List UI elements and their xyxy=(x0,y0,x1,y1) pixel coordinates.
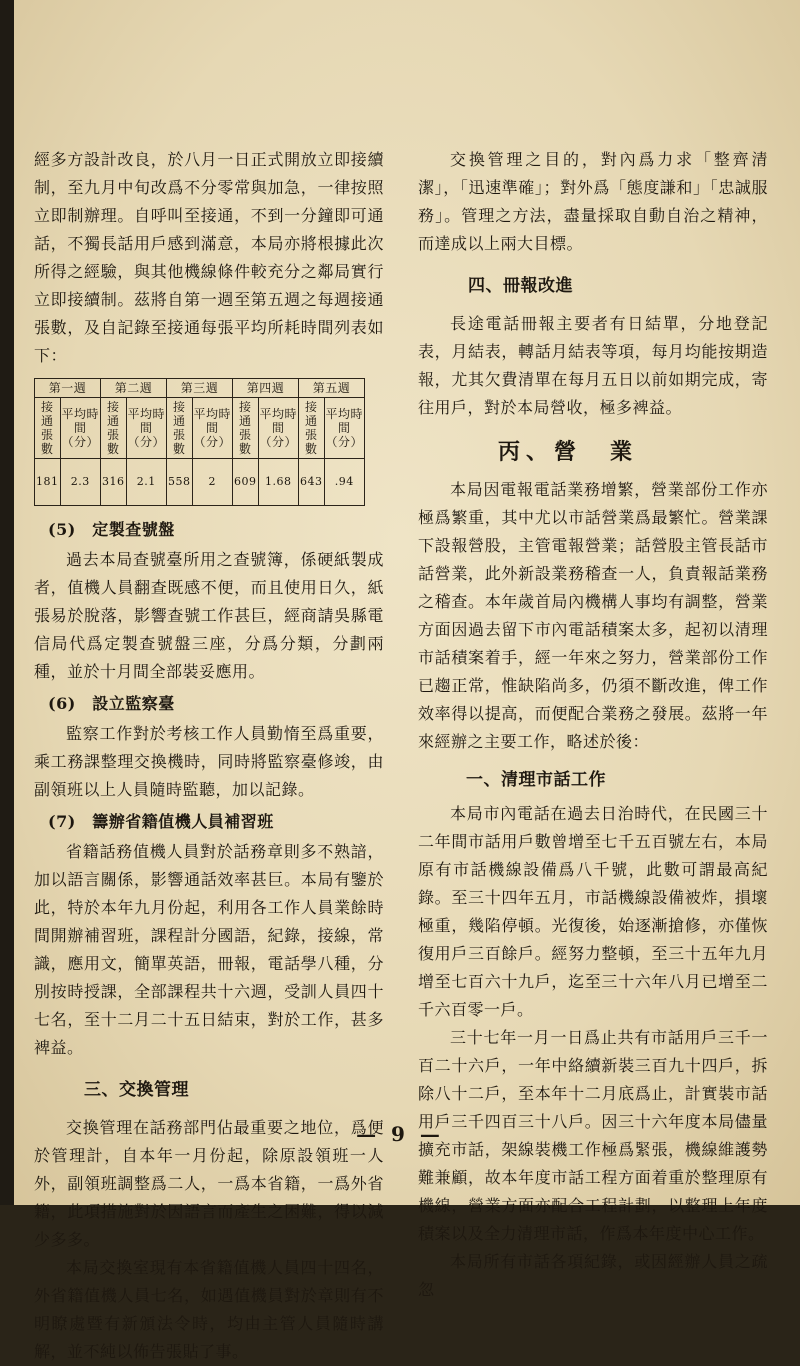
left-column xyxy=(34,146,384,1366)
week-header-1: 第一週 xyxy=(35,379,101,398)
section-3-paragraph-2: 本局交換室現有本省籍值機人員四十四名，外省籍值機人員七名，如遇值機員對於章則有不明瞭處暨有新頒法令時，均由主管人員隨時講解，並不純以佈告張貼了事。 xyxy=(34,1258,384,1361)
col-header-count: 接通張數 xyxy=(299,398,325,459)
subsection-1-heading: 一、清理市話工作 xyxy=(466,770,606,790)
table-cell: 2 xyxy=(192,459,233,506)
table-cell: .94 xyxy=(324,459,365,506)
section-5-text: 過去本局查號臺所用之查號簿，係硬紙製成者，值機人員翻查既感不便，而且使用日久，紙張易於脫落，影響查號工作甚巨，經商請吳縣電信局代爲定製查號盤三座，分爲分類，分劃兩種，並於十月間全部裝妥應用。 xyxy=(34,550,384,681)
binding-edge xyxy=(0,0,14,1205)
col-header-avg-time: 平均時間（分） xyxy=(126,398,167,459)
subsection-1-paragraph-3: 本局所有市話各項紀錄，或因經辦人員之疏忽 xyxy=(418,1252,768,1299)
business-intro-paragraph: 本局因電報電話業務增繁，營業部份工作亦極爲繁重，其中尤以市話營業爲最繁忙。營業課下設報營股，主管電報營業；話營股主管長話市話營業，此外新設業務稽查一人，負責報話業務之稽查。本年歲首局內機構人事均有調整，營業方面因過去留下市內電話積案太多，起初以清理市話積案着手，經一年來之努力，營業部份工作已趨正常，惟缺陷尚多，仍須不斷改進，俾工作效率得以提高，而便配合業務之發展。茲將一年來經辦之主要工作，略述於後： xyxy=(418,480,768,751)
section-7-text: 省籍話務值機人員對於話務章則多不熟諳，加以語言關係，影響通話效率甚巨。本局有鑒於此，特於本年九月份起，利用各工作人員業餘時間開辦補習班，課程計分國語，紀錄，接線，常識，應用文，簡單英語，冊報，電話學八種，分別按時授課，全部課程共十六週，受訓人員四十七名，至十二月二十五日結束，對於工作，甚多裨益。 xyxy=(34,842,384,1057)
table-cell: 643 xyxy=(299,459,325,506)
subsection-1-paragraph-2: 三十七年一月一日爲止共有市話用戶三千一百二十六戶，一年中絡續新裝三百九十四戶，拆除八十二戶，至本年十二月底爲止，計實裝市話用戶三千四百三十八戶。因三十六年度本局儘量擴充市話，架線裝機工作極爲緊張，機線維護勢難兼顧，故本年度市話工程方面着重於整理原有機線，營業方面亦配合工程計劃，以整理上年度積案以及全力清理市話，作爲本年度中心工作。 xyxy=(418,1028,768,1243)
section-6-title: (6) 設立監察臺 xyxy=(48,694,175,713)
section-4-text: 長途電話冊報主要者有日結單，分地登記表，月結表，轉話月結表等項，每月均能按期造報，尤其欠費清單在每月五日以前如期完成，寄往用戶，對於本局營收，極多裨益。 xyxy=(418,314,768,417)
intro-paragraph: 經多方設計改良，於八月一日正式開放立即接續制，至九月中旬改爲不分零常與加急，一律按照立即制辦理。自呼叫至接通，不到一分鐘即可通話，不獨長話用戶感到滿意，本局亦將根據此次所得之經驗，與其他機線條件較充分之鄰局實行立即接續制。茲將自第一週至第五週之每週接通張數，及自記錄至接通每張平均所耗時間列表如下： xyxy=(34,150,384,365)
table-cell: 609 xyxy=(233,459,259,506)
week-header-4: 第四週 xyxy=(233,379,299,398)
part-heading-business: 丙、營 業 xyxy=(498,439,639,465)
col-header-count: 接通張數 xyxy=(167,398,193,459)
table-cell: 2.3 xyxy=(60,459,101,506)
page-number: — 9 — xyxy=(356,1122,444,1146)
table-cell: 2.1 xyxy=(126,459,167,506)
section-6-text: 監察工作對於考核工作人員勤惰至爲重要，乘工務課整理交換機時，同時將監察臺修竣，由副領班以上人員隨時監聽，加以記錄。 xyxy=(34,724,384,799)
section-7-title: (7) 籌辦省籍值機人員補習班 xyxy=(48,812,274,831)
col-header-avg-time: 平均時間（分） xyxy=(258,398,299,459)
exchange-goal-paragraph: 交換管理之目的，對內爲力求「整齊清潔」，「迅速準確」；對外爲「態度謙和」「忠誠服務」。管理之方法，盡量採取自動自治之精神，而達成以上兩大目標。 xyxy=(418,150,768,253)
table-cell: 316 xyxy=(101,459,127,506)
section-4-heading: 四、冊報改進 xyxy=(468,276,573,296)
week-header-5: 第五週 xyxy=(299,379,365,398)
col-header-count: 接通張數 xyxy=(35,398,61,459)
table-cell: 181 xyxy=(35,459,61,506)
section-3-paragraph-1: 交換管理在話務部門佔最重要之地位，爲便於管理計，自本年一月份起，除原設領班一人外，副領班調整爲二人，一爲本省籍，一爲外省籍，此項措施對於因語言而產生之困難，得以減少多多。 xyxy=(34,1118,384,1249)
weekly-connection-table xyxy=(34,378,365,506)
col-header-count: 接通張數 xyxy=(233,398,259,459)
section-5-title: (5) 定製查號盤 xyxy=(48,520,175,539)
col-header-avg-time: 平均時間（分） xyxy=(60,398,101,459)
subsection-1-paragraph-1: 本局市內電話在過去日治時代，在民國三十二年間市話用戶數曾增至七千五百號左右，本局原有市話機線設備爲八千號，此數可謂最高紀錄。至三十四年五月，市話機線設備被炸，損壞極重，幾陷停頓。光復後，始逐漸搶修，亦僅恢復用戶三百餘戶。經努力整頓，至三十五年九月增至七百六十九戶，迄至三十六年八月已增至二千六百零一戶。 xyxy=(418,804,768,1019)
col-header-avg-time: 平均時間（分） xyxy=(192,398,233,459)
section-3-heading: 三、交換管理 xyxy=(84,1080,189,1100)
week-header-2: 第二週 xyxy=(101,379,167,398)
table-cell: 558 xyxy=(167,459,193,506)
col-header-avg-time: 平均時間（分） xyxy=(324,398,365,459)
week-header-3: 第三週 xyxy=(167,379,233,398)
table-cell: 1.68 xyxy=(258,459,299,506)
col-header-count: 接通張數 xyxy=(101,398,127,459)
